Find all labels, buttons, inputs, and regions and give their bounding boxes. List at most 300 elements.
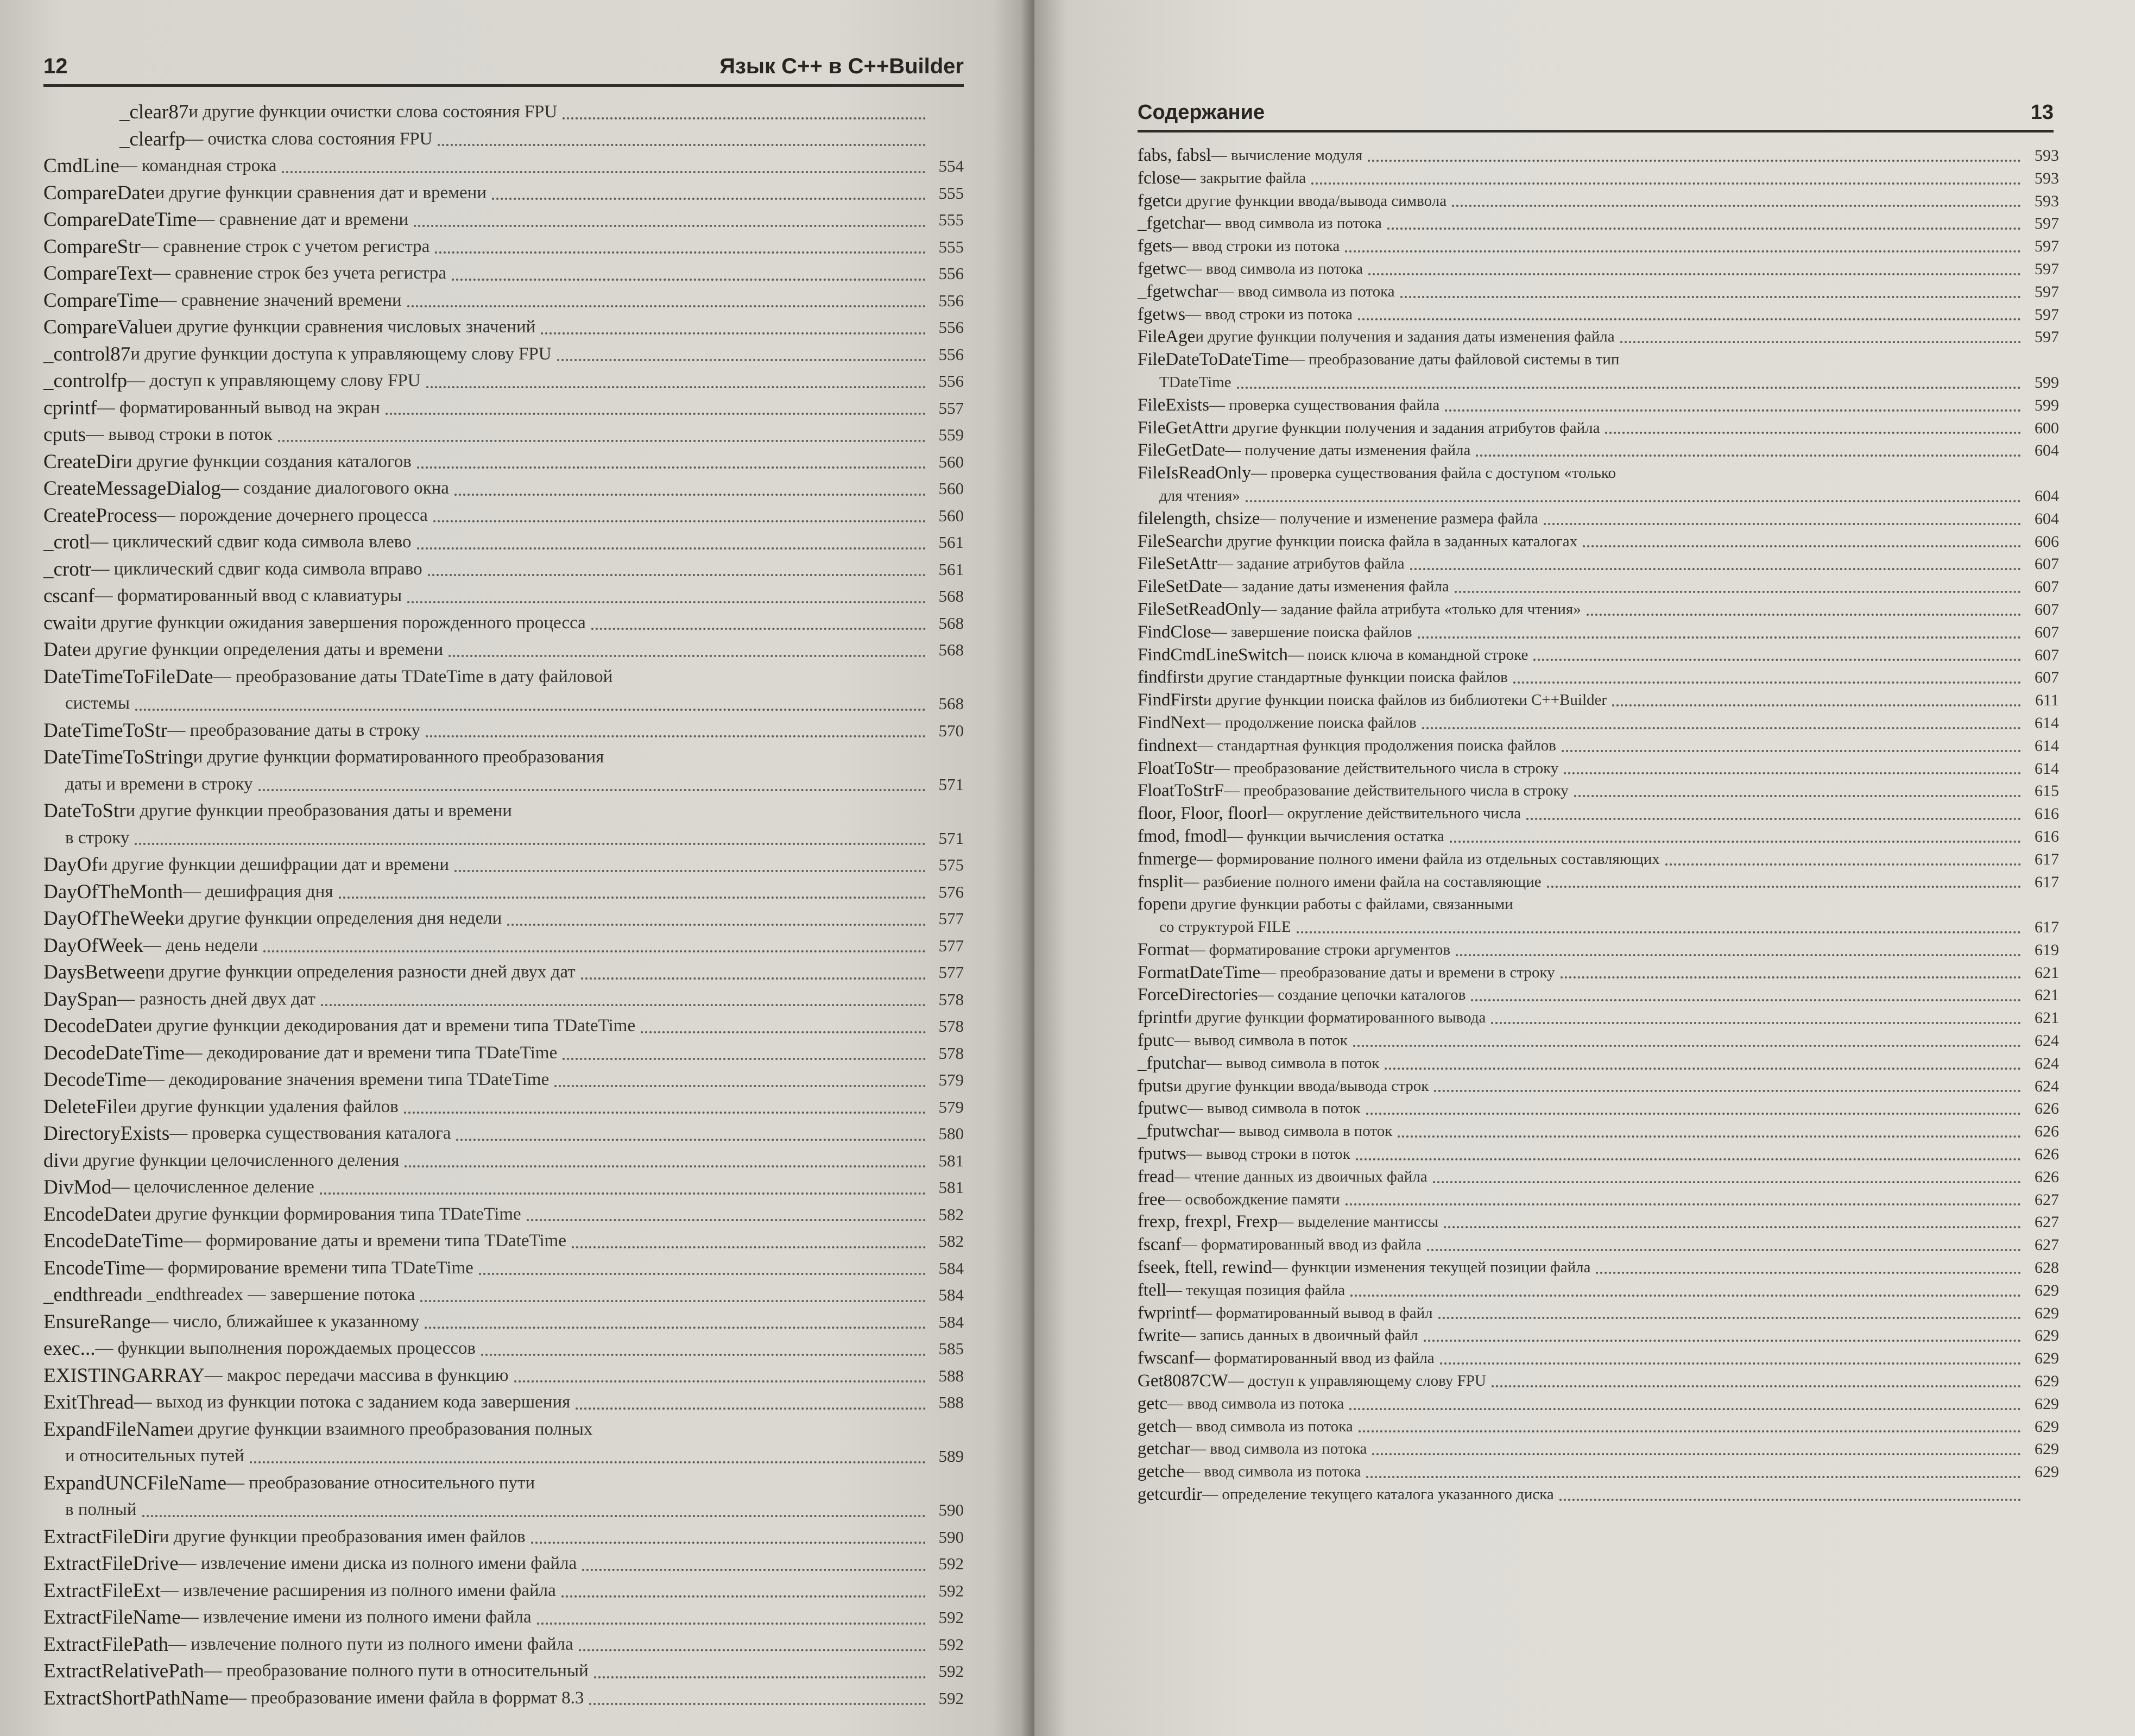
toc-entry [1138, 531, 2059, 553]
toc-entry-page: 593 [2035, 147, 2059, 165]
toc-entry-line [43, 1335, 964, 1362]
toc-entry-description: — вычисление модуля [1211, 147, 1363, 164]
toc-entry-line [1138, 712, 2059, 735]
toc-entry-description: и другие функции ввода/вывода символа [1173, 192, 1447, 210]
toc-entry [1138, 803, 2059, 825]
toc-entry-line [43, 502, 964, 529]
toc-entry-title: filelength, chsize [1138, 508, 1260, 528]
toc-entry-line [43, 206, 964, 233]
toc-entry-description: — ввод строки из потока [1172, 237, 1340, 255]
toc-entry-title: ExtractFileName [43, 1606, 181, 1628]
toc-entry-description: и другие функции создания каталогов [122, 451, 412, 471]
toc-entry-page: 607 [2035, 623, 2059, 641]
toc-entry [43, 1577, 964, 1605]
toc-entry-line [43, 1174, 964, 1201]
toc-entry-line [1138, 1166, 2059, 1189]
toc-entry [43, 1389, 964, 1416]
toc-entry-line [1138, 439, 2059, 462]
toc-entry [43, 1040, 964, 1067]
toc-entry-page: 590 [938, 1527, 964, 1546]
toc-entry [1138, 1211, 2059, 1234]
toc-entry-page: 592 [938, 1581, 964, 1600]
toc-entry-line [1138, 1416, 2059, 1438]
toc-entry-description: — проверка существования каталога [169, 1123, 451, 1143]
toc-entry-line [43, 395, 964, 422]
toc-entry-line [1138, 689, 2059, 712]
toc-entry-line [43, 1013, 964, 1040]
toc-entry [43, 1120, 964, 1147]
toc-entry-title: CompareDateTime [43, 209, 197, 231]
toc-entry [43, 1658, 964, 1685]
toc-entry-description: — вывод строки в поток [86, 425, 273, 444]
toc-entry [1138, 780, 2059, 803]
toc-entry-title: Format [1138, 939, 1190, 959]
toc-entry-page: 592 [938, 1608, 964, 1627]
toc-entry-page: 554 [938, 156, 964, 175]
toc-entry [43, 717, 964, 744]
dot-leader [282, 171, 926, 173]
toc-entry-continuation-line [1138, 485, 2059, 508]
toc-entry [1138, 1007, 2059, 1030]
toc-entry [43, 206, 964, 233]
toc-entry-line [43, 341, 964, 368]
toc-entry-line [1138, 735, 2059, 757]
toc-entry-line [43, 153, 964, 180]
toc-entry-description: — получение даты изменения файла [1225, 441, 1471, 459]
toc-entry-line [43, 1094, 964, 1121]
toc-entry-page: 556 [938, 318, 964, 337]
toc-entry-page: 593 [2035, 192, 2059, 210]
toc-entry-title: ExpandFileName [43, 1418, 184, 1441]
toc-entry-description: — создание цепочки каталогов [1258, 986, 1466, 1004]
toc-entry-page: 604 [2035, 487, 2059, 505]
toc-entry-title: fgetws [1138, 304, 1185, 324]
toc-entry-line [1138, 1347, 2059, 1370]
toc-entry-description: и другие функции доступа к управляющему слову FPU [130, 344, 552, 364]
toc-entry-title: ExtractFileDir [43, 1525, 160, 1548]
toc-entry-title: CmdLine [43, 155, 119, 177]
dot-leader [1612, 704, 2021, 706]
toc-entry-line [43, 1550, 964, 1577]
toc-entry-title: fputc [1138, 1031, 1174, 1051]
toc-entry-title: DayOfTheWeek [43, 907, 175, 930]
toc-entry-title: exec... [43, 1337, 96, 1360]
toc-entry-line [43, 1470, 964, 1497]
toc-entry [43, 368, 964, 395]
toc-entry [43, 1174, 964, 1201]
toc-entry-page: 617 [2035, 918, 2059, 937]
toc-entry-line [1138, 1211, 2059, 1234]
dot-leader [417, 547, 926, 550]
toc-entry [43, 744, 964, 798]
dot-leader [1492, 1385, 2021, 1387]
toc-entry [1138, 689, 2059, 712]
toc-entry-line [1138, 1324, 2059, 1347]
toc-entry-title: FindFirst [1138, 690, 1204, 710]
toc-entry-page: 606 [2035, 532, 2059, 551]
toc-entry-description: — макрос передачи массива в функцию [204, 1365, 509, 1385]
toc-entry [43, 1470, 964, 1524]
right-running-title: Содержание [1138, 101, 1265, 124]
dot-leader [1398, 1135, 2021, 1138]
toc-entry-title: cputs [43, 424, 86, 446]
toc-entry-description: — вывод символа в поток [1174, 1032, 1348, 1050]
toc-entry-description: — ввод символа из потока [1190, 1440, 1367, 1458]
dot-leader [1356, 1158, 2021, 1160]
toc-entry-page: 597 [2035, 328, 2059, 346]
toc-entry-line [43, 851, 964, 879]
toc-entry-description: — доступ к управляющему слову FPU [127, 371, 421, 390]
toc-entry-description: — формирование полного имени файла из отдельных составляющих [1197, 850, 1660, 868]
toc-entry-title: _endthread [43, 1284, 133, 1306]
toc-entry-description: — извлечение расширения из полного имени файла [160, 1580, 556, 1600]
toc-entry-page: 592 [938, 1634, 964, 1654]
dot-leader [404, 1112, 926, 1114]
toc-entry-page: 556 [938, 264, 964, 283]
toc-entry-line [1138, 258, 2059, 281]
toc-entry-line [43, 314, 964, 341]
dot-leader [1366, 1113, 2021, 1115]
toc-entry-description: — день недели [143, 935, 258, 955]
toc-entry [1138, 1097, 2059, 1120]
toc-entry-description: — определение текущего каталога указанного диска [1202, 1486, 1554, 1504]
toc-entry-line [1138, 848, 2059, 871]
toc-entry-description: — сравнение дат и времени [197, 210, 409, 229]
toc-entry [1138, 235, 2059, 258]
toc-entry-description: — текущая позиция файла [1166, 1281, 1346, 1299]
toc-entry-line [1138, 1393, 2059, 1416]
toc-entry-title: fputs [1138, 1076, 1173, 1096]
toc-entry-page: 626 [2035, 1122, 2059, 1141]
toc-entry-page: 617 [2035, 873, 2059, 891]
toc-entry-title: fnsplit [1138, 872, 1184, 892]
toc-entry-page: 585 [938, 1339, 964, 1358]
toc-entry-line [1138, 1302, 2059, 1325]
toc-entry-description: — порождение дочернего процесса [157, 505, 428, 525]
toc-entry-description: — округление действительного числа [1267, 805, 1521, 823]
toc-entry-line [1138, 1143, 2059, 1166]
dot-leader [537, 1623, 926, 1625]
toc-entry-page: 580 [938, 1124, 964, 1143]
dot-leader [1596, 1272, 2021, 1274]
dot-leader [1561, 976, 2021, 979]
right-toc [1138, 144, 2059, 1506]
toc-entry-description: — задание файла атрибута «только для чтения» [1261, 600, 1581, 618]
toc-entry-page: 555 [938, 183, 964, 203]
toc-entry [43, 1282, 964, 1309]
dot-leader [438, 144, 926, 146]
toc-entry-title: FileGetDate [1138, 440, 1226, 460]
toc-entry [43, 1335, 964, 1362]
dot-leader [579, 1649, 926, 1651]
toc-entry-description: — закрытие файла [1180, 169, 1306, 187]
toc-entry-page: 626 [2035, 1167, 2059, 1186]
dot-leader [433, 520, 926, 522]
toc-entry [43, 1228, 964, 1255]
toc-entry-page: 579 [938, 1097, 964, 1116]
toc-entry-line [43, 1416, 964, 1443]
toc-entry-title: FileExists [1138, 395, 1210, 415]
toc-entry-line [1138, 281, 2059, 304]
dot-leader [320, 1192, 926, 1195]
toc-entry-description: и другие функции определения даты и времени [81, 640, 444, 659]
toc-entry-title: fopen [1138, 894, 1179, 914]
toc-entry [1138, 462, 2059, 508]
toc-entry [43, 798, 964, 851]
toc-entry-page: 568 [938, 694, 964, 713]
toc-entry-page: 621 [2035, 986, 2059, 1005]
toc-entry [1138, 394, 2059, 417]
toc-entry [43, 1201, 964, 1228]
toc-entry-page: 629 [2035, 1417, 2059, 1436]
dot-leader [591, 628, 926, 630]
toc-entry-description: и другие функции взаимного преобразования полных [184, 1419, 593, 1439]
toc-entry-line [43, 879, 964, 906]
dot-leader [541, 332, 926, 334]
toc-entry-line [43, 1147, 964, 1175]
toc-entry-page: 568 [938, 640, 964, 659]
dot-leader [1400, 296, 2021, 298]
toc-entry-line [1138, 417, 2059, 440]
toc-entry-title: FormatDateTime [1138, 962, 1261, 982]
toc-entry-line [1138, 1075, 2059, 1098]
toc-entry [43, 1066, 964, 1094]
toc-entry-title: fmod, fmodl [1138, 826, 1227, 846]
toc-entry-page: 561 [938, 559, 964, 579]
toc-entry-title: _controlfp [43, 370, 128, 392]
toc-entry-line [1138, 803, 2059, 825]
toc-entry [1138, 1143, 2059, 1166]
dot-leader [452, 279, 926, 281]
toc-entry-description: — функции выполнения порождаемых процессов [95, 1339, 476, 1358]
toc-entry-description: — преобразование относительного пути [226, 1473, 535, 1493]
toc-entry-continuation-line [43, 1443, 964, 1470]
toc-entry-line [1138, 1279, 2059, 1302]
toc-entry-description: — продолжение поиска файлов [1205, 714, 1417, 731]
toc-entry [43, 1524, 964, 1551]
toc-entry-description: — освобождкение памяти [1165, 1190, 1340, 1208]
toc-entry-description: — целочисленное деление [111, 1177, 314, 1197]
toc-entry [43, 1604, 964, 1631]
toc-entry [43, 905, 964, 932]
dot-leader [581, 977, 926, 980]
toc-entry-description: и другие функции декодирования дат и времени типа TDateTime [142, 1016, 636, 1036]
dot-leader [1452, 205, 2021, 207]
toc-entry-page: 578 [938, 989, 964, 1009]
toc-entry [1138, 553, 2059, 576]
toc-entry-title: ExtractFileExt [43, 1579, 161, 1602]
toc-entry-description: и другие функции преобразования имен файлов [159, 1526, 526, 1546]
toc-entry-line [1138, 621, 2059, 644]
toc-entry-title: DateToStr [43, 800, 126, 822]
toc-entry-line [1138, 598, 2059, 621]
toc-entry-title: cwait [43, 611, 87, 634]
toc-entry-description: — преобразование действительного числа в строку [1214, 759, 1559, 777]
dot-leader [1620, 341, 2021, 343]
toc-entry-line [43, 1685, 964, 1712]
dot-leader [250, 1461, 926, 1463]
toc-entry-description: — извлечение имени диска из полного имени файла [178, 1554, 577, 1573]
toc-entry-title: Date [43, 639, 81, 661]
toc-entry-line [1138, 1189, 2059, 1211]
dot-leader [1450, 841, 2021, 843]
toc-entry [1138, 735, 2059, 757]
toc-entry [1138, 757, 2059, 780]
toc-entry-title: CreateMessageDialog [43, 477, 221, 500]
toc-entry-page: 577 [938, 936, 964, 955]
toc-entry-description: и другие функции формирования типа TDateTime [141, 1204, 521, 1224]
dot-leader [449, 655, 926, 657]
toc-entry-line [43, 636, 964, 664]
dot-leader [1311, 182, 2021, 185]
toc-entry-title: getc [1138, 1393, 1167, 1413]
toc-entry-line [43, 1066, 964, 1094]
toc-entry-title: ExtractFileDrive [43, 1552, 179, 1575]
toc-entry-page: 557 [938, 398, 964, 418]
toc-entry-line [1138, 212, 2059, 235]
dot-leader [1583, 545, 2021, 547]
toc-entry-line [43, 1309, 964, 1336]
toc-entry-line [43, 1255, 964, 1282]
toc-entry-line [1138, 1097, 2059, 1120]
dot-leader [339, 897, 926, 899]
dot-leader [1476, 454, 2021, 457]
toc-entry-title: EncodeTime [43, 1257, 146, 1279]
toc-entry-description: — форматированный ввод с клавиатуры [94, 586, 402, 605]
toc-entry-description: и _endthreadex — завершение потока [132, 1285, 415, 1304]
dot-leader [554, 1085, 926, 1087]
toc-entry-line [43, 959, 964, 986]
toc-entry [43, 180, 964, 207]
toc-entry-page: 584 [938, 1285, 964, 1304]
toc-entry-title: fwrite [1138, 1325, 1180, 1346]
toc-entry [1138, 1052, 2059, 1075]
toc-entry-description: — вывод символа в поток [1206, 1054, 1380, 1072]
toc-entry-description: — ввод символа из потока [1218, 282, 1395, 300]
dot-leader [454, 494, 926, 496]
toc-entry [43, 1255, 964, 1282]
toc-entry-description: — преобразование имени файла в форрмат 8.3 [229, 1688, 584, 1708]
dot-leader [1544, 523, 2021, 525]
toc-entry-title: DaySpan [43, 988, 117, 1011]
toc-entry-title: ftell [1138, 1280, 1167, 1300]
toc-entry [1138, 326, 2059, 349]
toc-entry-line [43, 1577, 964, 1605]
toc-entry [43, 1309, 964, 1336]
toc-entry [1138, 1393, 2059, 1416]
toc-entry-page: 592 [938, 1662, 964, 1681]
toc-entry-continuation: даты и времени в строку [65, 774, 253, 794]
toc-entry-page: 582 [938, 1204, 964, 1224]
toc-entry-description: — формирование времени типа TDateTime [145, 1258, 473, 1278]
toc-entry-line [1138, 780, 2059, 803]
toc-entry [1138, 190, 2059, 213]
toc-entry-description: — выход из функции потока с заданием кода завершения [134, 1392, 571, 1412]
dot-leader [1346, 1203, 2021, 1205]
toc-entry-line [1138, 1234, 2059, 1257]
dot-leader [1433, 1181, 2021, 1183]
toc-entry-line [1138, 984, 2059, 1007]
toc-entry-description: и другие функции поиска файлов из библиотеки C++Builder [1203, 691, 1607, 709]
toc-entry-line [43, 449, 964, 476]
right-running-head [1138, 101, 2054, 132]
toc-entry-title: FloatToStr [1138, 758, 1214, 778]
toc-entry-title: _fgetchar [1138, 213, 1205, 233]
toc-entry-page: 614 [2035, 759, 2059, 778]
toc-entry-page: 629 [2035, 1349, 2059, 1368]
dot-leader [1350, 1295, 2021, 1297]
toc-entry-title: ExtractRelativePath [43, 1660, 204, 1682]
toc-entry-page: 576 [938, 882, 964, 901]
toc-entry [1138, 1189, 2059, 1211]
toc-entry-description: — вывод символа в поток [1187, 1100, 1361, 1118]
toc-entry-title: FileGetAttr [1138, 418, 1221, 438]
dot-leader [1513, 681, 2021, 684]
toc-entry [43, 932, 964, 959]
toc-entry-title: fputws [1138, 1144, 1186, 1164]
toc-entry-description: — декодирование значения времени типа TDateTime [146, 1070, 549, 1089]
toc-entry-title: _clearfp [119, 128, 186, 150]
toc-entry-title: ExitThread [43, 1391, 134, 1413]
dot-leader [561, 1595, 926, 1598]
toc-entry-description: — дешифрация дня [182, 881, 333, 901]
dot-leader [425, 1327, 926, 1329]
toc-entry-page: 616 [2035, 805, 2059, 823]
toc-entry-line [43, 905, 964, 932]
dot-leader [557, 359, 926, 361]
toc-entry-page: 556 [938, 371, 964, 390]
toc-entry-line [43, 556, 964, 583]
toc-entry-line [1138, 1484, 2059, 1506]
toc-entry-page: 600 [2035, 419, 2059, 437]
toc-entry-title: CreateProcess [43, 504, 157, 527]
toc-entry-description: — формирование даты и времени типа TDateTime [183, 1231, 567, 1251]
toc-entry-continuation: TDateTime [1159, 373, 1231, 391]
toc-entry-page: 629 [2035, 1281, 2059, 1299]
dot-leader [428, 574, 926, 576]
toc-entry-line [43, 744, 964, 771]
dot-leader [426, 735, 926, 737]
toc-entry-page: 621 [2035, 1009, 2059, 1027]
dot-leader [454, 870, 926, 872]
toc-entry-continuation-line [43, 1497, 964, 1524]
toc-entry-description: — преобразование даты и времени в строку [1260, 963, 1555, 981]
toc-entry-page: 627 [2035, 1236, 2059, 1254]
toc-entry-description: — разбиение полного имени файла на составляющие [1183, 873, 1542, 891]
dot-leader [1418, 636, 2021, 639]
toc-entry [43, 475, 964, 502]
toc-entry-title: _fputchar [1138, 1053, 1207, 1073]
toc-entry [43, 636, 964, 664]
toc-entry-title: fseek, ftell, rewind [1138, 1258, 1272, 1278]
dot-leader [456, 1139, 926, 1141]
toc-entry-title: cprintf [43, 396, 97, 419]
toc-entry [1138, 1120, 2059, 1143]
toc-entry-page: 597 [2035, 305, 2059, 324]
toc-entry-continuation-line [43, 825, 964, 852]
toc-entry-page: 627 [2035, 1213, 2059, 1232]
toc-entry-description: — число, ближайшее к указанному [150, 1311, 420, 1331]
dot-leader [1574, 795, 2021, 797]
dot-leader [135, 843, 926, 845]
dot-leader [492, 198, 926, 200]
toc-entry-description: — форматированный вывод в файл [1196, 1304, 1433, 1322]
toc-entry-line [1138, 871, 2059, 894]
dot-leader [1434, 1090, 2021, 1092]
toc-entry-page: 629 [2035, 1304, 2059, 1322]
toc-entry-title: fwscanf [1138, 1348, 1195, 1368]
toc-entry-title: FileSetReadOnly [1138, 599, 1261, 619]
